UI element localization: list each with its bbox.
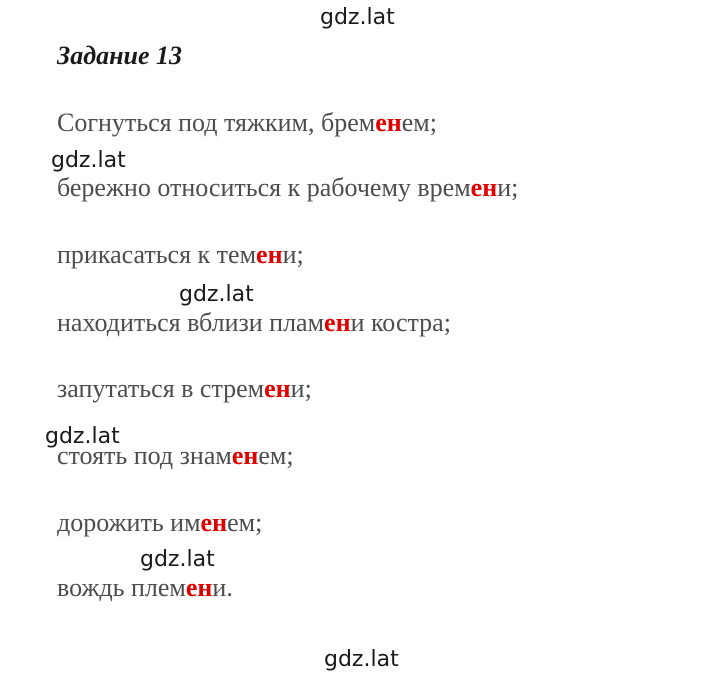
highlighted-suffix: ен xyxy=(470,173,498,202)
answer-line-4 xyxy=(57,307,451,338)
line-text-before: стоять под знам xyxy=(57,441,232,470)
answer-line-7 xyxy=(57,507,262,538)
highlighted-suffix: ен xyxy=(264,374,291,403)
line-text-before: запутаться в стрем xyxy=(57,374,265,403)
highlighted-suffix: ен xyxy=(324,308,351,337)
answer-line-5 xyxy=(57,373,312,404)
line-text-after: ем; xyxy=(227,508,263,537)
highlighted-suffix: ен xyxy=(375,108,402,137)
watermark: gdz.lat xyxy=(320,5,395,30)
answer-line-3 xyxy=(57,239,304,270)
highlighted-suffix: ен xyxy=(200,508,228,537)
watermark: gdz.lat xyxy=(140,547,215,572)
highlighted-suffix: ен xyxy=(185,573,213,602)
line-text-after: и; xyxy=(290,374,312,403)
watermark: gdz.lat xyxy=(324,647,399,672)
line-text-before: прикасаться к тем xyxy=(57,240,257,269)
line-text-after: ем; xyxy=(258,441,294,470)
line-text-before: бережно относиться к рабочему врем xyxy=(57,173,471,202)
line-text-before: находиться вблизи плам xyxy=(57,308,325,337)
task-title: Задание 13 xyxy=(57,41,183,70)
line-text-after: и. xyxy=(212,573,233,602)
line-text-before: Согнуться под тяжким, брем xyxy=(57,108,376,137)
watermark: gdz.lat xyxy=(179,282,254,307)
line-text-after: и; xyxy=(282,240,304,269)
line-text-before: дорожить им xyxy=(57,508,201,537)
answer-line-6 xyxy=(57,440,294,471)
line-text-after: и; xyxy=(497,173,519,202)
watermark: gdz.lat xyxy=(51,148,126,173)
line-text-before: вождь плем xyxy=(57,573,186,602)
line-text-after: и костра; xyxy=(350,308,451,337)
answer-line-2 xyxy=(57,172,518,203)
answer-line-1 xyxy=(57,107,437,138)
highlighted-suffix: ен xyxy=(231,441,259,470)
line-text-after: ем; xyxy=(401,108,437,137)
watermark: gdz.lat xyxy=(45,424,120,449)
answer-line-8 xyxy=(57,572,233,603)
highlighted-suffix: ен xyxy=(256,240,283,269)
